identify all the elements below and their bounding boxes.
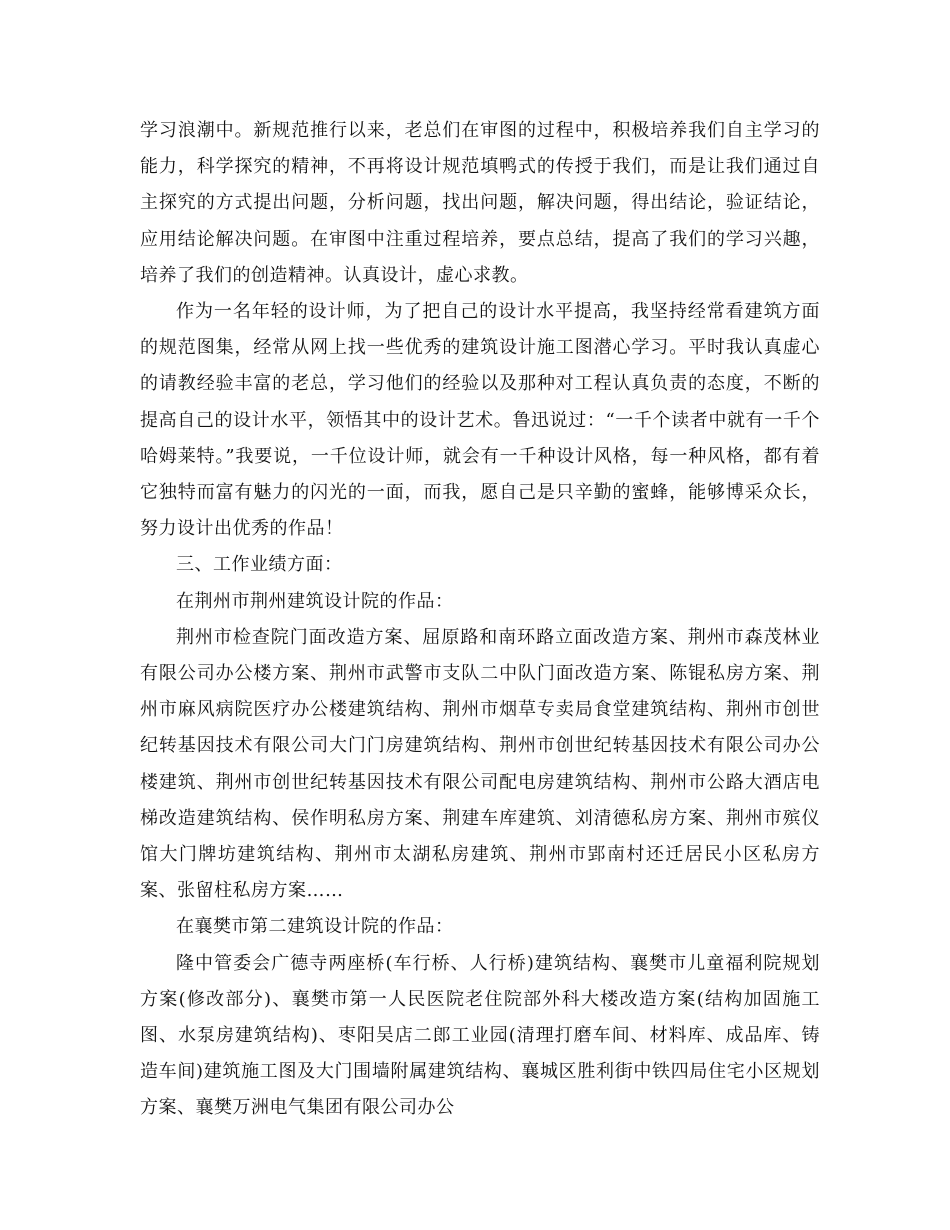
paragraph-jingzhou-project-list: 荆州市检查院门面改造方案、屈原路和南环路立面改造方案、荆州市森茂林业有限公司办公楼方案、荆州市武警市支队二中队门面改造方案、陈锟私房方案、荆州市麻风病院医疗办公楼建筑结构、荆州市烟草专卖局食堂建筑结构、荆州市创世纪转基因技术有限公司大门门房建筑结构、荆州市创世纪转基因技术有限公司办公楼建筑、荆州市创世纪转基因技术有限公司配电房建筑结构、荆州市公路大酒店电梯改造建筑结构、侯作明私房方案、荆建车库建筑、刘清德私房方案、荆州市殡仪馆大门牌坊建筑结构、荆州市太湖私房建筑、荆州市郢南村还迁居民小区私房方案、张留柱私房方案…… [140,626,820,902]
document-body [140,113,820,1127]
paragraph-continuation: 学习浪潮中。新规范推行以来，老总们在审图的过程中，积极培养我们自主学习的能力，科学探究的精神，不再将设计规范填鸭式的传授于我们，而是让我们通过自主探究的方式提出问题，分析问题，找出问题，解决问题，得出结论，验证结论，应用结论解决问题。在审图中注重过程培养，要点总结，提高了我们的学习兴趣，培养了我们的创造精神。认真设计，虚心求教。 [140,120,820,286]
subheading-jingzhou-works: 在荆州市荆州建筑设计院的作品： [176,590,454,612]
paragraph-designer-growth: 作为一名年轻的设计师，为了把自己的设计水平提高，我坚持经常看建筑方面的规范图集，经常从网上找一些优秀的建筑设计施工图潜心学习。平时我认真虚心的请教经验丰富的老总，学习他们的经验以及那种对工程认真负责的态度，不断的提高自己的设计水平，领悟其中的设计艺术。鲁迅说过：“一千个读者中就有一千个哈姆莱特。”我要说，一千位设计师，就会有一千种设计风格，每一种风格，都有着它独特而富有魅力的闪光的一面，而我，愿自己是只辛勤的蜜蜂，能够博采众长，努力设计出优秀的作品！ [140,301,820,540]
paragraph-xiangfan-project-list: 隆中管委会广德寺两座桥(车行桥、人行桥)建筑结构、襄樊市儿童福利院规划方案(修改部分)、襄樊市第一人民医院老住院部外科大楼改造方案(结构加固施工图、水泵房建筑结构)、枣阳吴店二郎工业园(清理打磨车间、材料库、成品库、铸造车间)建筑施工图及大门围墙附属建筑结构、襄城区胜利街中铁四局住宅小区规划方案、襄樊万洲电气集团有限公司办公 [140,952,820,1119]
section-heading-work-achievements: 三、工作业绩方面： [176,554,343,576]
subheading-xiangfan-works: 在襄樊市第二建筑设计院的作品： [176,916,454,938]
